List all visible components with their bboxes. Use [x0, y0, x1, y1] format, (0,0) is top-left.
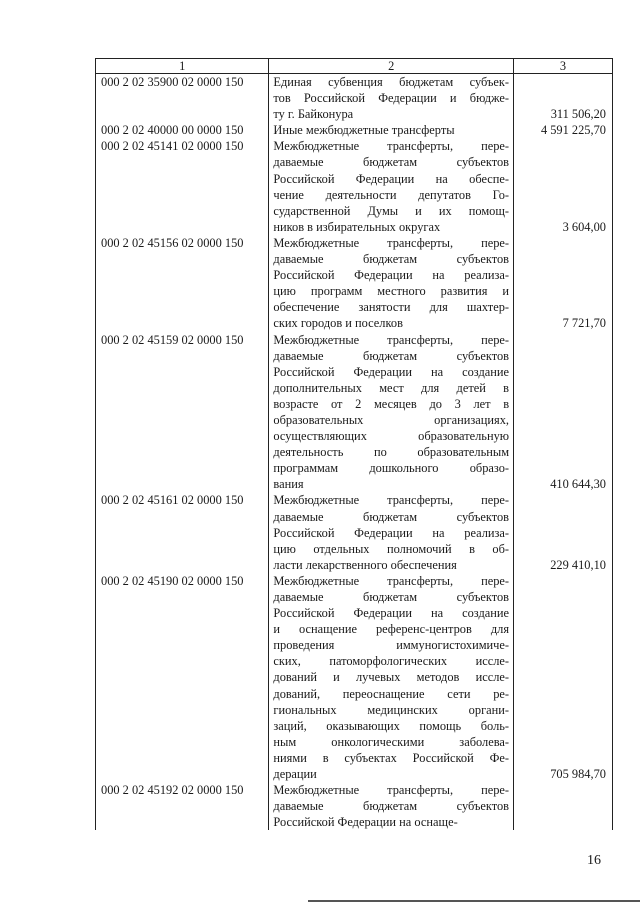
bottom-rule [308, 900, 640, 902]
page-number: 16 [587, 853, 601, 868]
item-name-line: дерации [273, 767, 317, 782]
item-name [269, 122, 514, 138]
table-row [96, 122, 613, 138]
item-name [269, 74, 514, 123]
item-name-line: деятельность по образовательным [273, 445, 510, 460]
amount: 7 721,70 [514, 235, 613, 332]
item-name-line: образовательных организациях, [273, 412, 510, 427]
item-name-line: чение деятельности депутатов Го- [273, 187, 510, 202]
item-name-line: Российской Федерации на реализа- [273, 268, 510, 283]
item-name-line: Иные межбюджетные трансферты [273, 123, 455, 138]
item-name-line: возрасте от 2 месяцев до 3 лет в [273, 396, 510, 411]
item-name-line: тов Российской Федерации и бюдже- [273, 91, 510, 106]
amount: 4 591 225,70 [514, 122, 613, 138]
item-name-line: дополнительных мест для детей в [273, 380, 510, 395]
item-name-line: цию отдельных полномочий в об- [273, 541, 510, 556]
item-name [269, 332, 514, 493]
header-col-3: 3 [514, 59, 613, 74]
item-name-line: даваемые бюджетам субъектов [273, 799, 510, 814]
budget-code: 000 2 02 45156 02 0000 150 [96, 235, 269, 332]
item-name [269, 573, 514, 782]
budget-code: 000 2 02 45141 02 0000 150 [96, 138, 269, 235]
item-name-line: даваемые бюджетам субъектов [273, 252, 510, 267]
item-name-line: программам дошкольного образо- [273, 461, 510, 476]
item-name-line: Межбюджетные трансферты, пере- [273, 573, 510, 588]
item-name-line: ских, патоморфологических иссле- [273, 654, 510, 669]
item-name [269, 492, 514, 572]
budget-code: 000 2 02 35900 02 0000 150 [96, 74, 269, 123]
table-row [96, 235, 613, 332]
item-name-line: и оснащение референс-центров для [273, 622, 510, 637]
item-name-line: ту г. Байконура [273, 107, 354, 122]
item-name-line: Российской Федерации на создание [273, 606, 510, 621]
item-name-line: ниями в субъектах Российской Фе- [273, 750, 510, 765]
item-name-line: даваемые бюджетам субъектов [273, 348, 510, 363]
table-row [96, 573, 613, 782]
item-name [269, 235, 514, 332]
item-name-line: ских городов и поселков [273, 316, 403, 331]
item-name [269, 782, 514, 830]
item-name-line: ным онкологическими заболева- [273, 734, 510, 749]
budget-table [95, 58, 613, 830]
budget-code: 000 2 02 40000 00 0000 150 [96, 122, 269, 138]
amount: 311 506,20 [514, 74, 613, 123]
item-name-line: Межбюджетные трансферты, пере- [273, 332, 510, 347]
item-name-line: Межбюджетные трансферты, пере- [273, 783, 510, 798]
item-name-line: Российской Федерации на оснаще- [273, 815, 458, 830]
item-name [269, 138, 514, 235]
budget-code: 000 2 02 45161 02 0000 150 [96, 492, 269, 572]
item-name-line: даваемые бюджетам субъектов [273, 590, 510, 604]
item-name-line: осуществляющих образовательную [273, 429, 510, 444]
item-name-line: обеспечение занятости для шахтер- [273, 300, 510, 315]
item-name-line: Российской Федерации на обеспе- [273, 171, 510, 186]
item-name-line: гиональных медицинских органи- [273, 702, 510, 717]
item-name-line: сударственной Думы и их помощ- [273, 203, 510, 218]
header-col-1: 1 [96, 59, 269, 74]
table-row [96, 332, 613, 493]
amount: 3 604,00 [514, 138, 613, 235]
item-name-line: ласти лекарственного обеспечения [273, 557, 457, 572]
item-name-line: Межбюджетные трансферты, пере- [273, 235, 510, 250]
item-name-line: ников в избирательных округах [273, 219, 441, 234]
item-name-line: Единая субвенция бюджетам субъек- [273, 75, 510, 89]
budget-code: 000 2 02 45190 02 0000 150 [96, 573, 269, 782]
item-name-line: даваемые бюджетам субъектов [273, 509, 510, 524]
item-name-line: дований, переоснащение сети ре- [273, 686, 510, 701]
item-name-line: Российской Федерации на создание [273, 364, 510, 379]
budget-code: 000 2 02 45192 02 0000 150 [96, 782, 269, 830]
budget-code: 000 2 02 45159 02 0000 150 [96, 332, 269, 493]
item-name-line: цию программ местного развития и [273, 284, 510, 299]
table-row [96, 138, 613, 235]
header-row [96, 59, 613, 74]
table-row [96, 492, 613, 572]
item-name-line: дований и лучевых методов иссле- [273, 670, 510, 685]
amount: 410 644,30 [514, 332, 613, 493]
table-row [96, 782, 613, 830]
amount: 229 410,10 [514, 492, 613, 572]
table-body [96, 74, 613, 831]
item-name-line: Российской Федерации на реализа- [273, 525, 510, 540]
amount: 705 984,70 [514, 573, 613, 782]
amount [514, 782, 613, 830]
item-name-line: Межбюджетные трансферты, пере- [273, 139, 510, 154]
item-name-line: заций, оказывающих помощь боль- [273, 718, 510, 733]
item-name-line: даваемые бюджетам субъектов [273, 155, 510, 170]
header-col-2: 2 [269, 59, 514, 74]
item-name-line: проведения иммуногистохимиче- [273, 638, 510, 653]
item-name-line: Межбюджетные трансферты, пере- [273, 493, 510, 508]
table-row [96, 74, 613, 123]
item-name-line: вания [273, 477, 304, 492]
